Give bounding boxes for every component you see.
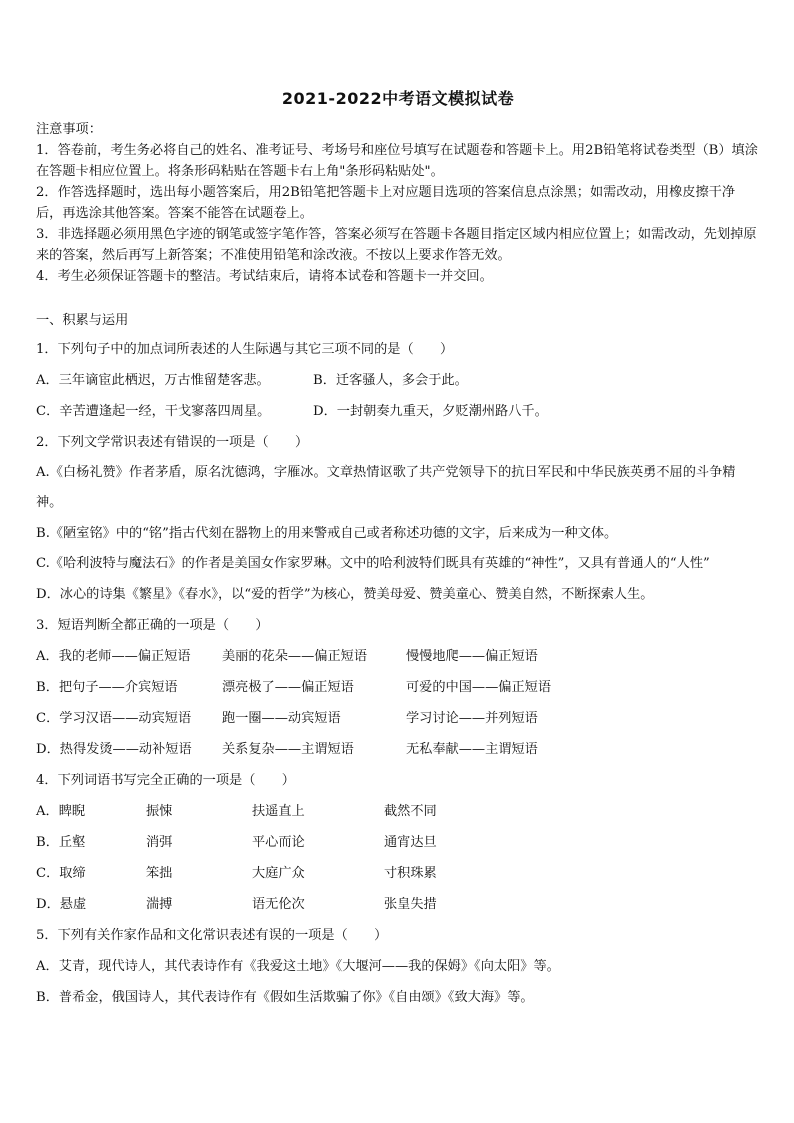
section-heading: 一、积累与运用 bbox=[36, 313, 129, 328]
word-cell: 寸积珠累 bbox=[384, 866, 437, 881]
option-row bbox=[36, 703, 760, 734]
question-stem: 1．下列句子中的加点词所表述的人生际遇与其它三项不同的是（ ） bbox=[36, 342, 454, 357]
question-4 bbox=[36, 765, 760, 920]
phrase-cell: 学习讨论——并列短语 bbox=[406, 711, 538, 726]
notice-item: 1．答卷前，考生务必将自己的姓名、准考证号、考场号和座位号填写在试题卷和答题卡上。用2B铅笔将试卷类型（B）填涂在答题卡相应位置上。将条形码粘贴在答题卡右上角"条形码粘贴处"。 bbox=[36, 143, 758, 179]
option-a: A.《白杨礼赞》作者茅盾，原名沈德鸿，字雁冰。文章热情讴歌了共产党领导下的抗日军民和中华民族英勇不屈的斗争精神。 bbox=[36, 465, 736, 510]
exam-page bbox=[36, 86, 760, 1013]
notice-item: 4．考生必须保证答题卡的整洁。考试结束后，请将本试卷和答题卡一并交回。 bbox=[36, 269, 493, 284]
phrase-cell: 无私奉献——主谓短语 bbox=[406, 742, 538, 757]
option-c: C．辛苦遭逢起一经，干戈寥落四周星。 bbox=[36, 404, 271, 419]
option-row bbox=[36, 796, 760, 827]
word-cell: C．取缔 bbox=[36, 866, 86, 881]
word-cell: 平心而论 bbox=[252, 835, 305, 850]
phrase-cell: 跑一圈——动宾短语 bbox=[222, 711, 341, 726]
phrase-cell: 美丽的花朵——偏正短语 bbox=[222, 649, 368, 664]
word-cell: D．悬虚 bbox=[36, 897, 87, 912]
option-row bbox=[36, 365, 760, 396]
question-2 bbox=[36, 427, 760, 610]
question-3 bbox=[36, 610, 760, 765]
phrase-cell: C．学习汉语——动宾短语 bbox=[36, 711, 192, 726]
notice-block bbox=[36, 119, 760, 287]
phrase-cell: B．把句子——介宾短语 bbox=[36, 680, 178, 695]
option-row bbox=[36, 858, 760, 889]
option-row bbox=[36, 827, 760, 858]
word-cell: A．睥睨 bbox=[36, 804, 86, 819]
option-b: B．普希金，俄国诗人，其代表诗作有《假如生活欺骗了你》《自由颂》《致大海》等。 bbox=[36, 990, 534, 1005]
word-cell: 笨拙 bbox=[146, 866, 173, 881]
option-row bbox=[36, 396, 760, 427]
option-a: A．艾青，现代诗人，其代表诗作有《我爱这土地》《大堰河——我的保姆》《向太阳》等。 bbox=[36, 959, 560, 974]
option-c: C.《哈利波特与魔法石》的作者是美国女作家罗琳。文中的哈利波特们既具有英雄的“神性”，又具有普通人的“人性” bbox=[36, 556, 710, 571]
word-cell: 截然不同 bbox=[384, 804, 437, 819]
word-cell: 扶遥直上 bbox=[252, 804, 305, 819]
question-stem: 3．短语判断全都正确的一项是（ ） bbox=[36, 618, 269, 633]
phrase-cell: 慢慢地爬——偏正短语 bbox=[406, 649, 538, 664]
option-row bbox=[36, 641, 760, 672]
option-row bbox=[36, 889, 760, 920]
option-row bbox=[36, 672, 760, 703]
option-a: A．三年谪宦此栖迟，万古惟留楚客悲。 bbox=[36, 373, 270, 388]
word-cell: 通宵达旦 bbox=[384, 835, 437, 850]
question-stem: 2．下列文学常识表述有错误的一项是（ ） bbox=[36, 435, 309, 450]
question-5 bbox=[36, 920, 760, 1013]
word-cell: 张皇失措 bbox=[384, 897, 437, 912]
option-b: B．迁客骚人，多会于此。 bbox=[313, 373, 468, 388]
question-1 bbox=[36, 334, 760, 427]
phrase-cell: 漂亮极了——偏正短语 bbox=[222, 680, 354, 695]
phrase-cell: 关系复杂——主谓短语 bbox=[222, 742, 354, 757]
question-stem: 5．下列有关作家作品和文化常识表述有误的一项是（ ） bbox=[36, 928, 388, 943]
phrase-cell: 可爱的中国——偏正短语 bbox=[406, 680, 552, 695]
notice-item: 3．非选择题必须用黑色字迹的钢笔或签字笔作答，答案必须写在答题卡各题目指定区域内相应位置上；如需改动，先划掉原来的答案，然后再写上新答案；不准使用铅笔和涂改液。不按以上要求作答无效。 bbox=[36, 227, 757, 263]
notice-item: 2．作答选择题时，选出每小题答案后，用2B铅笔把答题卡上对应题目选项的答案信息点涂黑；如需改动，用橡皮擦干净后，再选涂其他答案。答案不能答在试题卷上。 bbox=[36, 185, 736, 221]
word-cell: B．丘壑 bbox=[36, 835, 86, 850]
exam-title: 2021-2022中考语文模拟试卷 bbox=[281, 89, 515, 108]
question-stem: 4．下列词语书写完全正确的一项是（ ） bbox=[36, 773, 295, 788]
option-b: B.《陋室铭》中的“铭”指古代刻在器物上的用来警戒自己或者称述功德的文字，后来成为一种文体。 bbox=[36, 526, 618, 541]
option-row bbox=[36, 734, 760, 765]
option-d: D．一封朝奏九重天，夕贬潮州路八千。 bbox=[313, 404, 548, 419]
word-cell: 语无伦次 bbox=[252, 897, 305, 912]
phrase-cell: A．我的老师——偏正短语 bbox=[36, 649, 191, 664]
option-d: D．冰心的诗集《繁星》《春水》，以“爱的哲学”为核心，赞美母爱、赞美童心、赞美自然，不断探索人生。 bbox=[36, 587, 654, 602]
notice-heading: 注意事项： bbox=[36, 122, 102, 137]
word-cell: 振悚 bbox=[146, 804, 173, 819]
word-cell: 大庭广众 bbox=[252, 866, 305, 881]
word-cell: 湍搏 bbox=[146, 897, 173, 912]
word-cell: 消弭 bbox=[146, 835, 173, 850]
phrase-cell: D．热得发烫——动补短语 bbox=[36, 742, 192, 757]
